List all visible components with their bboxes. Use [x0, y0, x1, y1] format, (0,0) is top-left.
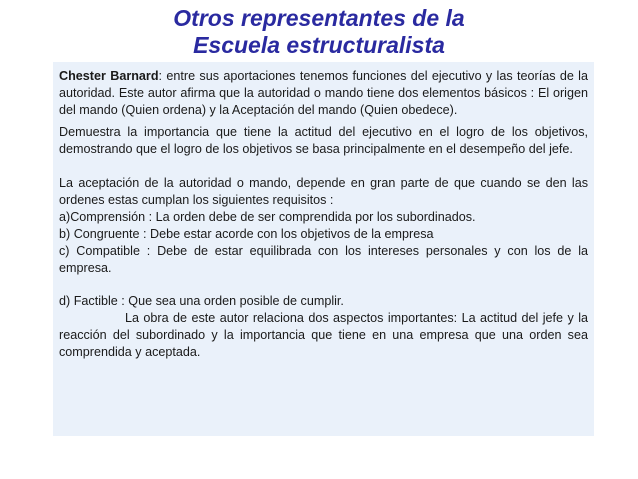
- paragraph-barnard-text: : entre sus aportaciones tenemos funciones del ejecutivo y las teorías de la autoridad. Este autor afirma que la autoridad o mando tiene dos elementos básicos : El origen del mando (Quien ordena) y la Aceptación del mando (Quien obedece).: [59, 69, 588, 117]
- content-panel: [53, 62, 594, 436]
- title-line-1: Otros representantes de la: [173, 5, 465, 31]
- paragraph-conclusion: [59, 310, 588, 361]
- author-name: Chester Barnard: [59, 69, 159, 83]
- paragraph-acceptance: La aceptación de la autoridad o mando, depende en gran parte de que cuando se den las ordenes estas cumplan los siguientes requisitos :: [59, 176, 588, 207]
- paragraph-conclusion-text: La obra de este autor relaciona dos aspectos importantes: La actitud del jefe y la reacción del subordinado y la importancia que tiene en una empresa que una orden sea comprendida y aceptada.: [59, 311, 588, 359]
- requirement-c: c) Compatible : Debe de estar equilibrada con los intereses personales y con los de la empresa.: [59, 244, 588, 275]
- page-title: [0, 5, 638, 59]
- requirement-d: d) Factible : Que sea una orden posible de cumplir.: [59, 294, 344, 308]
- paragraph-importance: Demuestra la importancia que tiene la actitud del ejecutivo en el logro de los objetivos, demostrando que el logro de los objetivos se basa principalmente en el desempeño del jefe.: [59, 125, 588, 156]
- paragraph-barnard: [59, 68, 588, 119]
- title-line-2: Escuela estructuralista: [193, 32, 445, 58]
- requirement-b: b) Congruente : Debe estar acorde con los objetivos de la empresa: [59, 227, 434, 241]
- requirement-a: a)Comprensión : La orden debe de ser comprendida por los subordinados.: [59, 210, 476, 224]
